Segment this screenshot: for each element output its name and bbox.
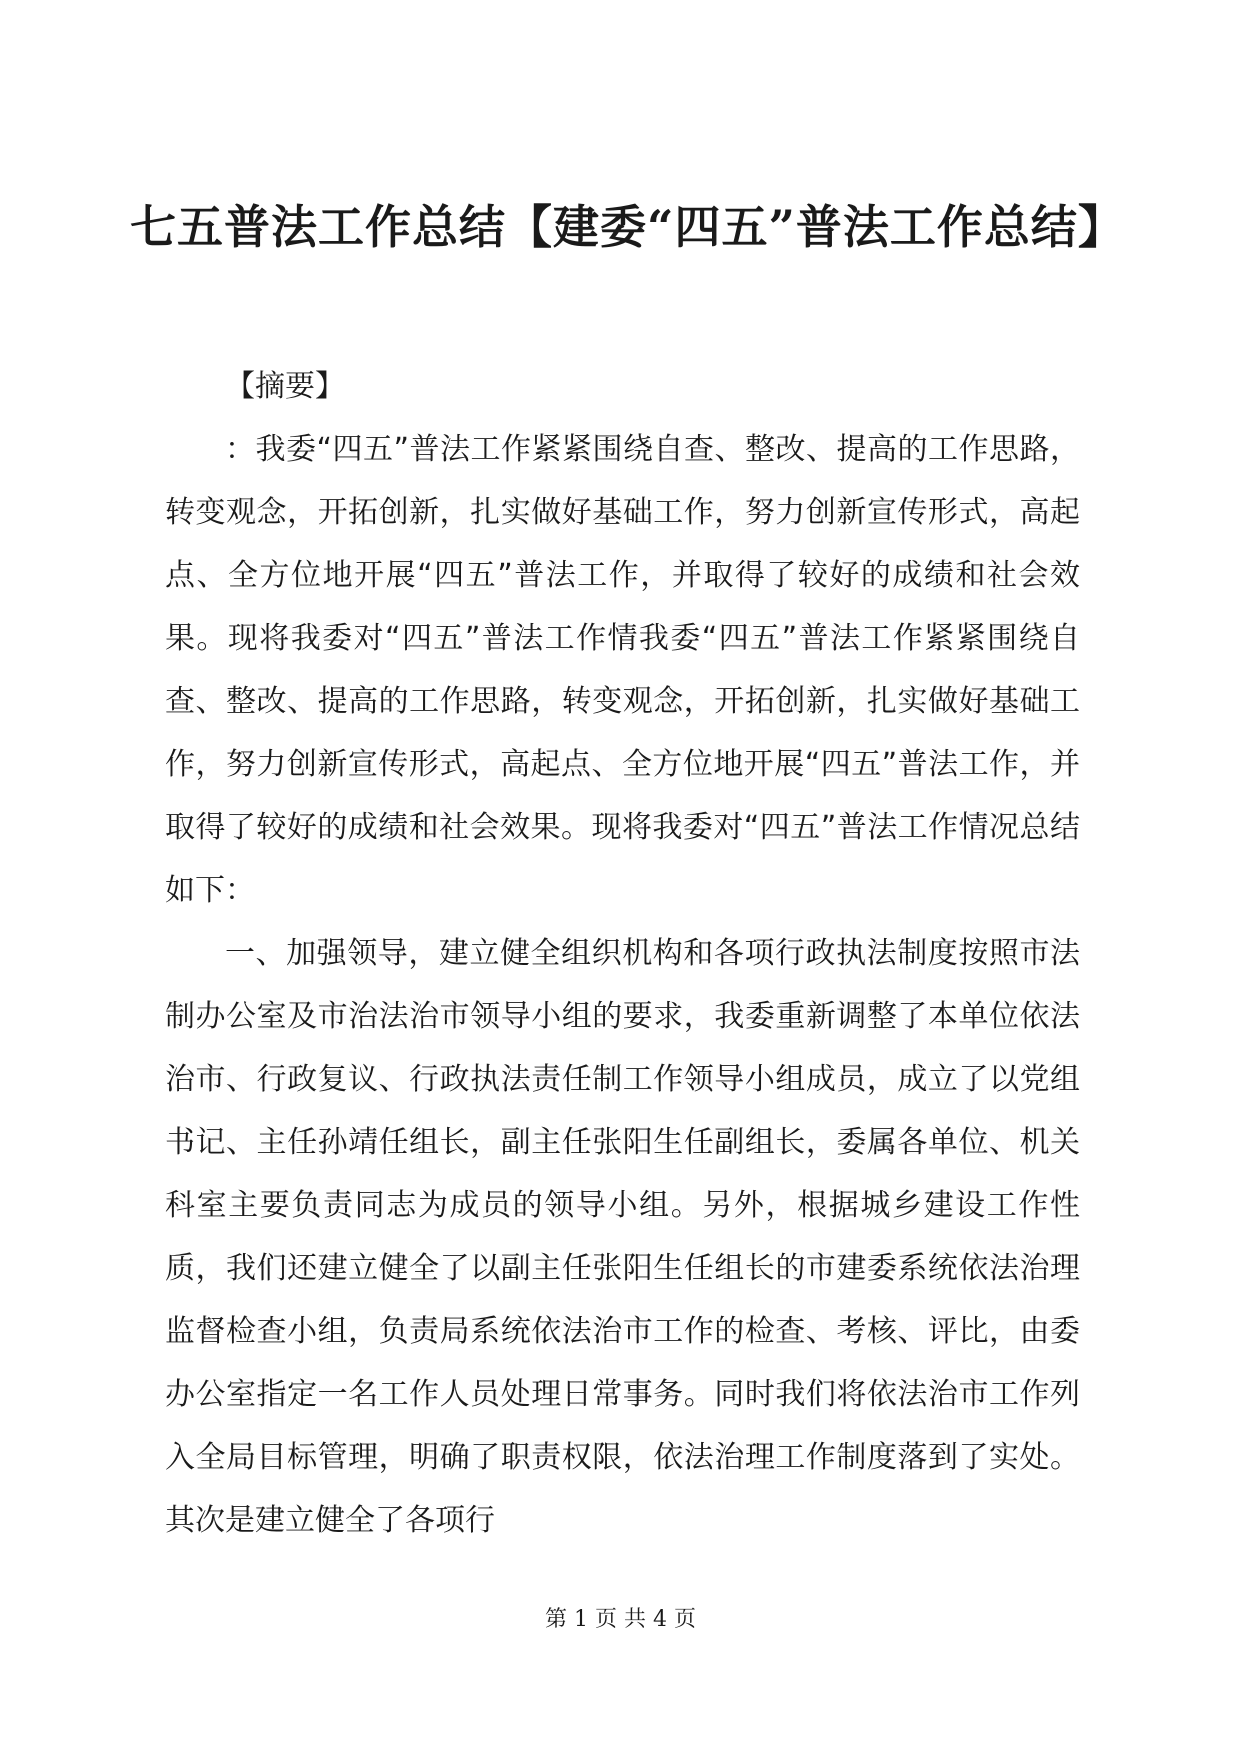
document-body	[165, 355, 1080, 1552]
document-title: 七五普法工作总结【建委“四五”普法工作总结】	[130, 200, 1125, 254]
paragraph-abstract: ：我委“四五”普法工作紧紧围绕自查、整改、提高的工作思路，转变观念，开拓创新，扎实做好基础工作，努力创新宣传形式，高起点、全方位地开展“四五”普法工作，并取得了较好的成绩和社会效果。现将我委对“四五”普法工作情我委“四五”普法工作紧紧围绕自查、整改、提高的工作思路，转变观念，开拓创新，扎实做好基础工作，努力创新宣传形式，高起点、全方位地开展“四五”普法工作，并取得了较好的成绩和社会效果。现将我委对“四五”普法工作情况总结如下：	[165, 432, 1080, 908]
abstract-heading: 【摘要】	[225, 369, 345, 404]
page-number-footer: 第 1 页 共 4 页	[545, 1607, 696, 1632]
paragraph-section-1: 一、加强领导，建立健全组织机构和各项行政执法制度按照市法制办公室及市治法治市领导小组的要求，我委重新调整了本单位依法治市、行政复议、行政执法责任制工作领导小组成员，成立了以党组书记、主任孙靖任组长，副主任张阳生任副组长，委属各单位、机关科室主要负责同志为成员的领导小组。另外，根据城乡建设工作性质，我们还建立健全了以副主任张阳生任组长的市建委系统依法治理监督检查小组，负责局系统依法治市工作的检查、考核、评比，由委办公室指定一名工作人员处理日常事务。同时我们将依法治市工作列入全局目标管理，明确了职责权限，依法治理工作制度落到了实处。其次是建立健全了各项行	[165, 936, 1080, 1538]
